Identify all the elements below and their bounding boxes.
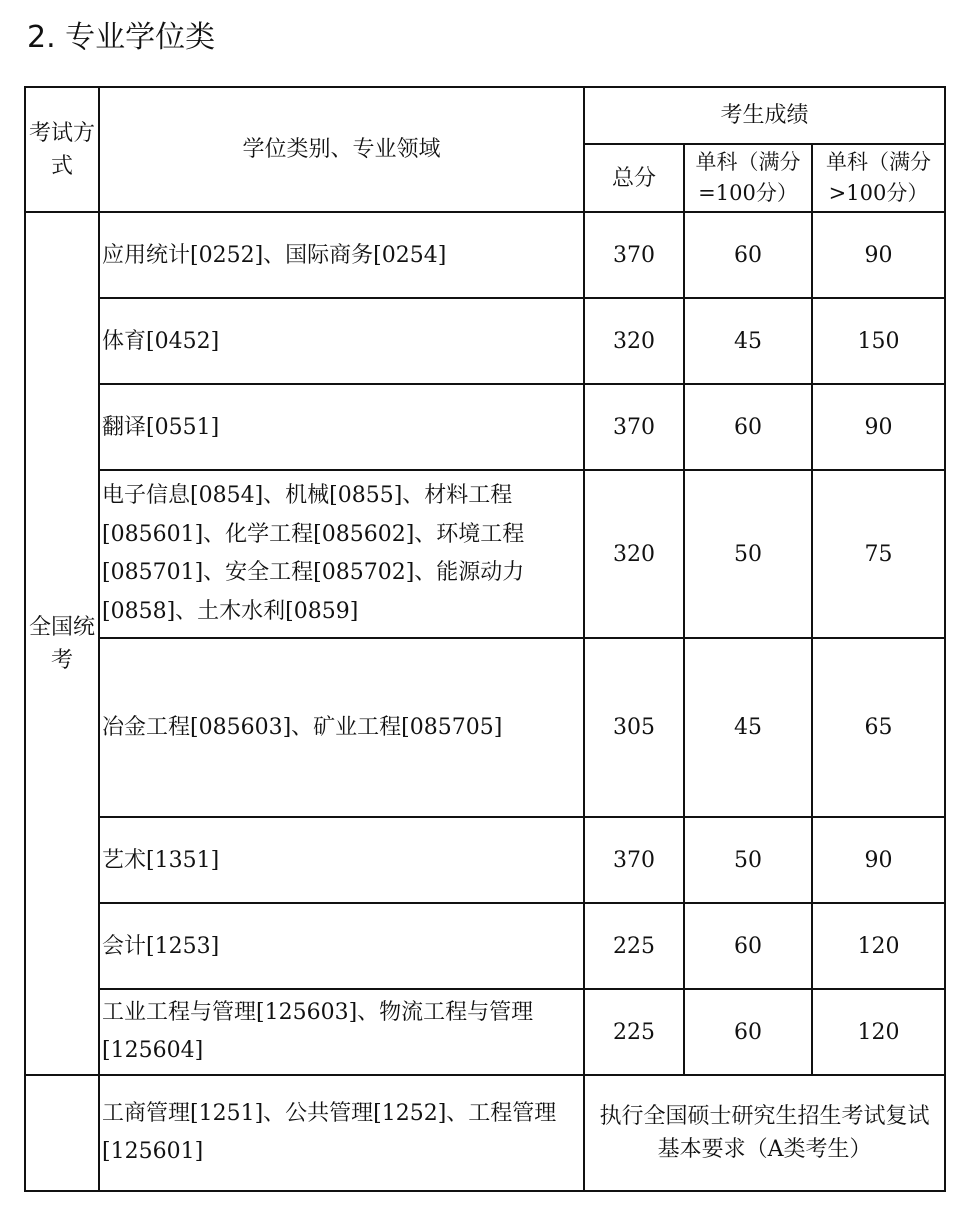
table-row bbox=[25, 470, 945, 638]
header-degree-category: 学位类别、专业领域 bbox=[99, 87, 584, 212]
table-row bbox=[25, 817, 945, 903]
total-cell: 370 bbox=[584, 817, 684, 903]
field-cell: 工业工程与管理[125603]、物流工程与管理[125604] bbox=[99, 989, 584, 1075]
table-row-last bbox=[25, 1075, 945, 1191]
field-cell: 电子信息[0854]、机械[0855]、材料工程[085601]、化学工程[085602]、环境工程[085701]、安全工程[085702]、能源动力[0858]、土木水利[0859] bbox=[99, 470, 584, 638]
total-cell: 320 bbox=[584, 298, 684, 384]
exam-type-empty-cell bbox=[25, 1075, 99, 1191]
single-gt100-cell: 90 bbox=[812, 212, 945, 298]
field-cell: 翻译[0551] bbox=[99, 384, 584, 470]
header-row-1 bbox=[25, 87, 945, 144]
single-100-cell: 60 bbox=[684, 989, 812, 1075]
total-cell: 320 bbox=[584, 470, 684, 638]
field-cell: 工商管理[1251]、公共管理[1252]、工程管理[125601] bbox=[99, 1075, 584, 1191]
header-single-gt100: 单科（满分>100分） bbox=[812, 144, 945, 212]
header-total: 总分 bbox=[584, 144, 684, 212]
table-row bbox=[25, 298, 945, 384]
single-gt100-cell: 90 bbox=[812, 384, 945, 470]
table-row bbox=[25, 212, 945, 298]
single-gt100-cell: 90 bbox=[812, 817, 945, 903]
single-100-cell: 45 bbox=[684, 298, 812, 384]
single-100-cell: 45 bbox=[684, 638, 812, 817]
total-cell: 370 bbox=[584, 384, 684, 470]
field-cell: 冶金工程[085603]、矿业工程[085705] bbox=[99, 638, 584, 817]
field-cell: 体育[0452] bbox=[99, 298, 584, 384]
table-row bbox=[25, 384, 945, 470]
page-heading: 2. 专业学位类 bbox=[27, 20, 216, 55]
total-cell: 225 bbox=[584, 989, 684, 1075]
header-scores-group: 考生成绩 bbox=[584, 87, 945, 144]
single-100-cell: 60 bbox=[684, 212, 812, 298]
field-cell: 艺术[1351] bbox=[99, 817, 584, 903]
total-cell: 225 bbox=[584, 903, 684, 989]
single-100-cell: 60 bbox=[684, 903, 812, 989]
table-row bbox=[25, 989, 945, 1075]
single-gt100-cell: 120 bbox=[812, 989, 945, 1075]
single-gt100-cell: 120 bbox=[812, 903, 945, 989]
exam-type-cell: 全国统考 bbox=[25, 212, 99, 1075]
requirement-note-cell: 执行全国硕士研究生招生考试复试基本要求（A类考生） bbox=[584, 1075, 945, 1191]
score-requirements-table bbox=[24, 86, 946, 1192]
total-cell: 370 bbox=[584, 212, 684, 298]
single-100-cell: 60 bbox=[684, 384, 812, 470]
table-row bbox=[25, 903, 945, 989]
header-exam-method: 考试方式 bbox=[25, 87, 99, 212]
single-100-cell: 50 bbox=[684, 470, 812, 638]
table-row bbox=[25, 638, 945, 817]
single-gt100-cell: 65 bbox=[812, 638, 945, 817]
total-cell: 305 bbox=[584, 638, 684, 817]
field-cell: 应用统计[0252]、国际商务[0254] bbox=[99, 212, 584, 298]
field-cell: 会计[1253] bbox=[99, 903, 584, 989]
header-single-100: 单科（满分=100分） bbox=[684, 144, 812, 212]
single-gt100-cell: 75 bbox=[812, 470, 945, 638]
single-100-cell: 50 bbox=[684, 817, 812, 903]
single-gt100-cell: 150 bbox=[812, 298, 945, 384]
